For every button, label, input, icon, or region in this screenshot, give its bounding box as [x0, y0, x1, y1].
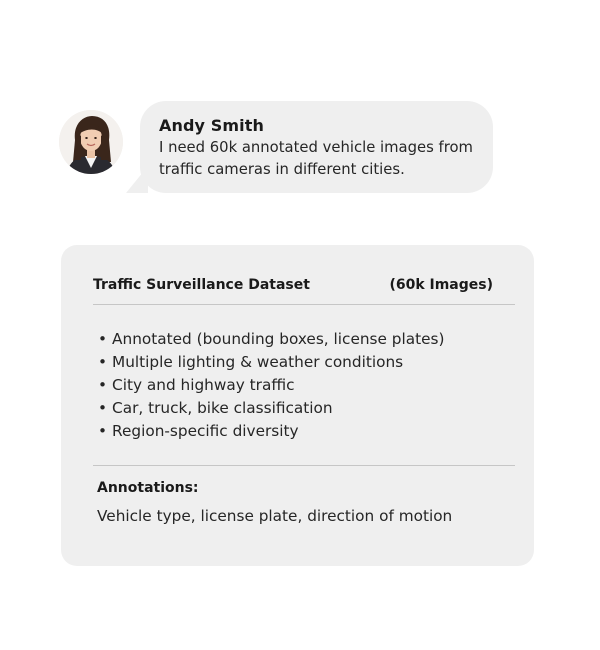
annotations-value: Vehicle type, license plate, direction of motion	[97, 507, 453, 525]
user-avatar-photo-icon	[59, 110, 123, 174]
sender-name: Andy Smith	[159, 116, 264, 135]
list-item	[98, 420, 444, 443]
dataset-count: (60k Images)	[389, 277, 493, 293]
list-item	[98, 328, 444, 351]
bullet: •	[98, 353, 108, 371]
bullet: •	[98, 422, 108, 440]
list-item	[98, 374, 444, 397]
dataset-title: Traffic Surveillance Dataset	[93, 277, 310, 293]
feature-text: Car, truck, bike classification	[112, 399, 333, 417]
divider	[93, 304, 515, 305]
feature-text: Region-specific diversity	[112, 422, 299, 440]
list-item	[98, 397, 444, 420]
feature-list	[98, 328, 444, 443]
feature-text: Multiple lighting & weather conditions	[112, 353, 404, 371]
annotations-label: Annotations:	[97, 480, 199, 496]
feature-text: Annotated (bounding boxes, license plates)	[112, 330, 445, 348]
bullet: •	[98, 399, 108, 417]
divider	[93, 465, 515, 466]
avatar	[59, 110, 123, 174]
message-bubble-tail	[126, 166, 148, 193]
list-item	[98, 351, 444, 374]
bullet: •	[98, 330, 108, 348]
message-text: I need 60k annotated vehicle images from traffic cameras in different cities.	[159, 139, 473, 178]
feature-text: City and highway traffic	[112, 376, 295, 394]
bullet: •	[98, 376, 108, 394]
